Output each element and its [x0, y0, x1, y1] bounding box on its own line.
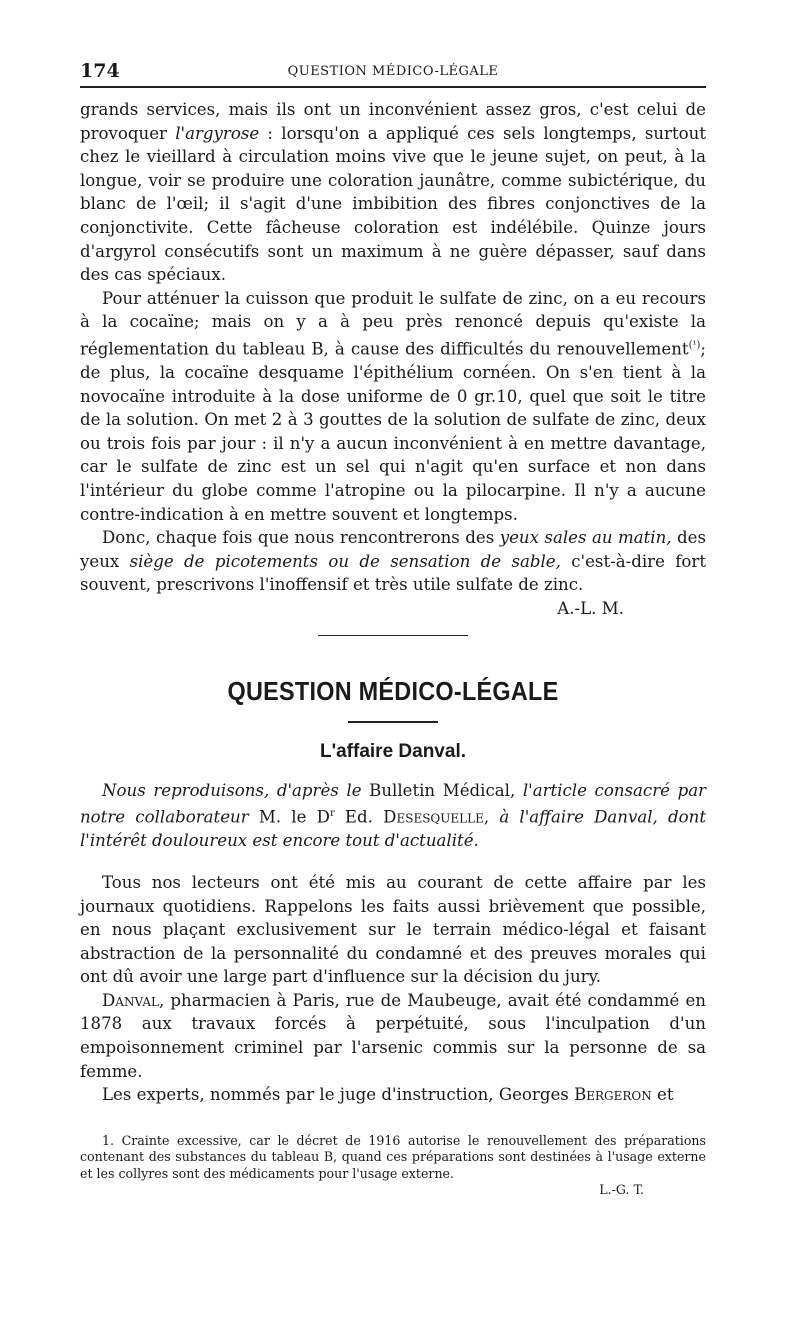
text-run: Ed.	[334, 807, 384, 827]
author-name: Desesquelle	[383, 807, 484, 827]
paragraph	[80, 526, 706, 597]
text-run: Donc, chaque fois que nous rencontrerons des	[102, 528, 500, 548]
italic-phrase: siège de picotements ou de sensation de sable,	[129, 551, 561, 571]
text-run: grands services, mais ils ont un inconvénient assez gros, c'est celui de provoquer	[80, 100, 706, 143]
article-body	[80, 871, 706, 1107]
superscript: r	[329, 808, 335, 820]
article-signature: A.-L. M.	[557, 599, 624, 618]
footnote	[80, 1133, 706, 1199]
page-number: 174	[80, 60, 120, 82]
paragraph	[80, 287, 706, 526]
person-name: Danval	[102, 990, 159, 1010]
text-run: M. le D	[248, 807, 330, 827]
text-run: Bulletin Médical,	[361, 780, 523, 800]
text-run: c'est-à-dire fort souvent, prescrivons l'inoffensif et très utile sulfate de zinc.	[80, 551, 706, 595]
editorial-intro	[80, 779, 706, 853]
footnote-signature: L.-G. T.	[599, 1182, 644, 1198]
text-run: , pharmacien à Paris, rue de Maubeuge, avait été condammé en 1878 aux travaux forcés à perpétuité, sous l'inculpation d'un empoisonnement criminel par l'arsenic commis sur la personne de sa femme.	[80, 990, 706, 1081]
text-run: ; de plus, la cocaïne desquame l'épithélium cornéen. On s'en tient à la novocaïne introduite à la dose uniforme de 0 gr.10, quel que soit le titre de la solution. On met 2 à 3 gouttes de la solution de sulfate de zinc, deux ou trois fois par jour : il n'y a aucun inconvénient à en mettre davantage, car le sulfate de zinc est un sel qui n'agit qu'en surface et non dans l'intérieur du globe comme l'atropine ou la pilocarpine. Il n'y a aucune contre-indication à en mettre souvent et longtemps.	[80, 339, 706, 524]
italic-term: l'argyrose	[175, 123, 260, 143]
person-name: Bergeron	[574, 1085, 652, 1105]
text-run: Pour atténuer la cuisson que produit le sulfate de zinc, on a eu recours à la cocaïne; mais on y a à peu près renoncé depuis qu'existe la réglementation du tableau B, à cause des difficultés du renouvellement	[80, 288, 706, 359]
page-header	[80, 52, 706, 88]
text-run: et	[651, 1085, 674, 1105]
separator-rule	[318, 635, 468, 636]
text-run: l'article consacré par notre collaborateur	[80, 780, 707, 827]
text-run: : lorsqu'on a appliqué ces sels longtemps, surtout chez le vieillard à circulation moins vive que le jeune sujet, on peut, à la longue, voir se produire une coloration jaunâtre, comme subictérique, du blanc de l'œil; il s'agit d'une imbibition des fibres conjonctives de la conjonctivite. Cette fâcheuse coloration est indélébile. Quinze jours d'argyrol consécutifs sont un maximum à ne guère dépasser, sauf dans des cas spéciaux.	[80, 123, 706, 285]
section-title: QUESTION MÉDICO-LÉGALE	[227, 675, 559, 706]
running-head: QUESTION MÉDICO-LÉGALE	[287, 64, 499, 79]
paragraph	[80, 1083, 706, 1107]
paragraph	[80, 989, 706, 1083]
text-run: ,	[483, 807, 500, 827]
text-run: des yeux	[80, 528, 707, 571]
book-page	[80, 52, 706, 1199]
text-run: à l'affaire Danval, dont l'intérêt douloureux est encore tout d'actualité.	[80, 807, 706, 851]
paragraph: Tous nos lecteurs ont été mis au courant de cette affaire par les journaux quotidiens. Rappelons les faits aussi brièvement que possible, en nous plaçant exclusivement sur le terrain médico-légal et faisant abstraction de la personnalité du condamné et des preuves morales qui ont dû avoir une large part d'influence sur la décision du jury.	[80, 872, 706, 987]
article-subtitle: L'affaire Danval.	[319, 740, 467, 762]
text-run: Nous reproduisons, d'après le	[102, 780, 362, 800]
paragraph	[80, 98, 706, 287]
footnote-ref[interactable]: (¹)	[688, 339, 701, 351]
italic-phrase: yeux sales au matin,	[499, 528, 672, 548]
title-rule	[348, 721, 438, 723]
previous-article	[80, 98, 706, 621]
text-run: Les experts, nommés par le juge d'instruction, Georges	[102, 1085, 575, 1105]
footnote-text: 1. Crainte excessive, car le décret de 1916 autorise le renouvellement des préparations contenant des substances du tableau B, quand ces préparations sont destinées à l'usage externe et les collyres sont des médicaments pour l'usage externe.	[80, 1132, 706, 1181]
